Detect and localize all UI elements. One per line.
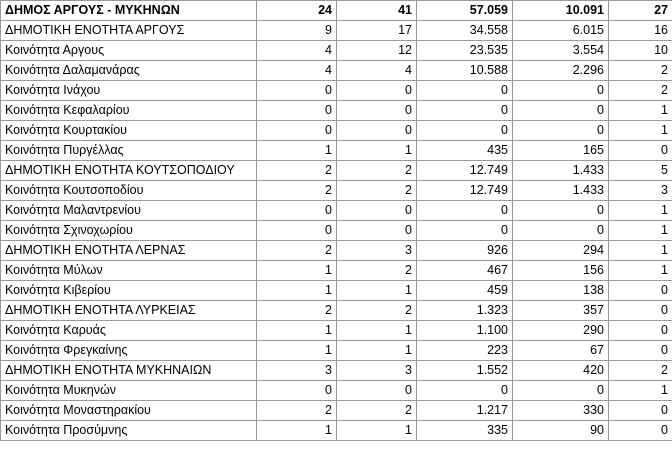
table-cell-name: Κοινότητα Προσύμνης xyxy=(1,421,257,441)
table-cell-value: 0 xyxy=(609,321,672,341)
table-cell-value: 3 xyxy=(337,241,417,261)
table-row xyxy=(1,381,672,401)
table-cell-value: 1 xyxy=(609,261,672,281)
table-cell-value: 2 xyxy=(257,181,337,201)
table-cell-name: Κοινότητα Κουτσοποδίου xyxy=(1,181,257,201)
table-cell-value: 10.588 xyxy=(417,61,513,81)
table-row xyxy=(1,201,672,221)
table-header-row xyxy=(1,1,672,21)
table-cell-name: ΔΗΜΟΤΙΚΗ ΕΝΟΤΗΤΑ ΜΥΚΗΝΑΙΩΝ xyxy=(1,361,257,381)
table-row xyxy=(1,161,672,181)
table-cell-value: 435 xyxy=(417,141,513,161)
table-cell-value: 290 xyxy=(513,321,609,341)
table-body xyxy=(1,1,672,441)
table-cell-name: Κοινότητα Πυργέλλας xyxy=(1,141,257,161)
table-cell-value: 223 xyxy=(417,341,513,361)
table-cell-value: 294 xyxy=(513,241,609,261)
table-row xyxy=(1,401,672,421)
table-cell-value: 0 xyxy=(513,81,609,101)
table-cell-value: 2 xyxy=(257,301,337,321)
table-cell-value: 4 xyxy=(257,61,337,81)
table-cell-value: 1 xyxy=(337,341,417,361)
table-cell-value: 4 xyxy=(337,61,417,81)
table-cell-value: 0 xyxy=(337,81,417,101)
table-cell-value: 0 xyxy=(609,281,672,301)
table-row xyxy=(1,341,672,361)
table-row xyxy=(1,301,672,321)
header-cell-name: ΔΗΜΟΣ ΑΡΓΟΥΣ - ΜΥΚΗΝΩΝ xyxy=(1,1,257,21)
table-cell-value: 1 xyxy=(257,421,337,441)
table-cell-value: 1 xyxy=(257,281,337,301)
table-cell-value: 23.535 xyxy=(417,41,513,61)
table-cell-value: 6.015 xyxy=(513,21,609,41)
table-cell-value: 1 xyxy=(609,381,672,401)
table-row xyxy=(1,361,672,381)
table-cell-name: Κοινότητα Μύλων xyxy=(1,261,257,281)
table-cell-value: 156 xyxy=(513,261,609,281)
table-cell-value: 0 xyxy=(257,81,337,101)
table-cell-value: 2 xyxy=(337,181,417,201)
table-cell-value: 0 xyxy=(609,421,672,441)
table-cell-value: 357 xyxy=(513,301,609,321)
table-cell-value: 1 xyxy=(257,261,337,281)
table-cell-value: 10 xyxy=(609,41,672,61)
header-cell-value: 10.091 xyxy=(513,1,609,21)
table-cell-value: 1.323 xyxy=(417,301,513,321)
table-cell-value: 1.100 xyxy=(417,321,513,341)
table-cell-value: 90 xyxy=(513,421,609,441)
table-cell-name: ΔΗΜΟΤΙΚΗ ΕΝΟΤΗΤΑ ΚΟΥΤΣΟΠΟΔΙΟΥ xyxy=(1,161,257,181)
table-cell-value: 1 xyxy=(257,321,337,341)
table-cell-value: 0 xyxy=(609,301,672,321)
table-cell-value: 3.554 xyxy=(513,41,609,61)
table-cell-value: 0 xyxy=(337,221,417,241)
table-cell-value: 2 xyxy=(609,61,672,81)
table-row xyxy=(1,241,672,261)
table-cell-value: 0 xyxy=(417,221,513,241)
table-cell-value: 0 xyxy=(257,101,337,121)
table-cell-name: Κοινότητα Μυκηνών xyxy=(1,381,257,401)
table-cell-name: Κοινότητα Μαλαντρενίου xyxy=(1,201,257,221)
table-cell-value: 1 xyxy=(337,281,417,301)
table-cell-value: 17 xyxy=(337,21,417,41)
table-cell-value: 0 xyxy=(337,121,417,141)
table-cell-value: 1 xyxy=(609,121,672,141)
table-cell-value: 335 xyxy=(417,421,513,441)
table-cell-name: Κοινότητα Σχινοχωρίου xyxy=(1,221,257,241)
header-cell-value: 41 xyxy=(337,1,417,21)
table-cell-value: 2 xyxy=(257,161,337,181)
table-cell-value: 3 xyxy=(337,361,417,381)
table-cell-value: 1 xyxy=(257,141,337,161)
table-cell-value: 0 xyxy=(513,121,609,141)
table-row xyxy=(1,421,672,441)
header-cell-value: 57.059 xyxy=(417,1,513,21)
table-row xyxy=(1,221,672,241)
table-cell-value: 0 xyxy=(417,81,513,101)
table-row xyxy=(1,101,672,121)
table-cell-value: 1.217 xyxy=(417,401,513,421)
table-cell-name: Κοινότητα Ινάχου xyxy=(1,81,257,101)
table-row xyxy=(1,81,672,101)
table-cell-value: 1.433 xyxy=(513,161,609,181)
table-cell-value: 2 xyxy=(337,161,417,181)
table-cell-value: 0 xyxy=(337,201,417,221)
table-row xyxy=(1,121,672,141)
table-row xyxy=(1,281,672,301)
table-cell-value: 1.552 xyxy=(417,361,513,381)
table-cell-value: 0 xyxy=(337,381,417,401)
table-cell-value: 0 xyxy=(609,401,672,421)
table-cell-value: 1.433 xyxy=(513,181,609,201)
table-cell-value: 67 xyxy=(513,341,609,361)
table-cell-name: ΔΗΜΟΤΙΚΗ ΕΝΟΤΗΤΑ ΑΡΓΟΥΣ xyxy=(1,21,257,41)
table-cell-value: 0 xyxy=(417,201,513,221)
table-cell-value: 5 xyxy=(609,161,672,181)
table-cell-value: 0 xyxy=(417,121,513,141)
table-cell-value: 3 xyxy=(257,361,337,381)
table-cell-value: 0 xyxy=(337,101,417,121)
table-cell-value: 2 xyxy=(337,261,417,281)
table-cell-value: 34.558 xyxy=(417,21,513,41)
table-cell-value: 1 xyxy=(609,101,672,121)
table-cell-value: 1 xyxy=(609,221,672,241)
table-cell-value: 467 xyxy=(417,261,513,281)
table-cell-value: 1 xyxy=(609,201,672,221)
table-cell-value: 1 xyxy=(337,321,417,341)
table-cell-value: 12.749 xyxy=(417,161,513,181)
table-cell-value: 2 xyxy=(609,361,672,381)
table-cell-value: 330 xyxy=(513,401,609,421)
table-cell-value: 0 xyxy=(257,221,337,241)
table-cell-value: 165 xyxy=(513,141,609,161)
table-cell-value: 9 xyxy=(257,21,337,41)
table-cell-name: Κοινότητα Αργους xyxy=(1,41,257,61)
table-cell-value: 926 xyxy=(417,241,513,261)
table-cell-value: 138 xyxy=(513,281,609,301)
table-cell-value: 0 xyxy=(609,341,672,361)
table-cell-value: 4 xyxy=(257,41,337,61)
table-row xyxy=(1,321,672,341)
table-cell-name: Κοινότητα Κιβερίου xyxy=(1,281,257,301)
table-cell-value: 0 xyxy=(257,381,337,401)
table-cell-value: 2 xyxy=(257,241,337,261)
table-row xyxy=(1,41,672,61)
table-cell-name: Κοινότητα Κεφαλαρίου xyxy=(1,101,257,121)
table-row xyxy=(1,21,672,41)
header-cell-value: 27 xyxy=(609,1,672,21)
table-cell-value: 0 xyxy=(417,101,513,121)
table-cell-name: Κοινότητα Κουρτακίου xyxy=(1,121,257,141)
table-cell-value: 1 xyxy=(257,341,337,361)
table-cell-name: ΔΗΜΟΤΙΚΗ ΕΝΟΤΗΤΑ ΛΕΡΝΑΣ xyxy=(1,241,257,261)
table-cell-value: 0 xyxy=(257,121,337,141)
table-cell-name: Κοινότητα Καρυάς xyxy=(1,321,257,341)
table-cell-name: ΔΗΜΟΤΙΚΗ ΕΝΟΤΗΤΑ ΛΥΡΚΕΙΑΣ xyxy=(1,301,257,321)
table-cell-value: 2.296 xyxy=(513,61,609,81)
table-cell-value: 0 xyxy=(513,101,609,121)
table-cell-value: 0 xyxy=(257,201,337,221)
table-cell-value: 2 xyxy=(257,401,337,421)
table-cell-value: 1 xyxy=(609,241,672,261)
table-cell-value: 459 xyxy=(417,281,513,301)
table-row xyxy=(1,141,672,161)
table-cell-value: 2 xyxy=(337,401,417,421)
table-cell-value: 16 xyxy=(609,21,672,41)
table-cell-value: 420 xyxy=(513,361,609,381)
table-row xyxy=(1,61,672,81)
table-cell-value: 12 xyxy=(337,41,417,61)
table-cell-value: 2 xyxy=(609,81,672,101)
header-cell-value: 24 xyxy=(257,1,337,21)
table-cell-value: 0 xyxy=(609,141,672,161)
table-cell-name: Κοινότητα Φρεγκαίνης xyxy=(1,341,257,361)
table-cell-name: Κοινότητα Δαλαμανάρας xyxy=(1,61,257,81)
table-cell-value: 1 xyxy=(337,141,417,161)
table-cell-value: 0 xyxy=(513,221,609,241)
table-cell-value: 0 xyxy=(513,381,609,401)
table-cell-value: 2 xyxy=(337,301,417,321)
table-cell-value: 1 xyxy=(337,421,417,441)
table-cell-value: 0 xyxy=(417,381,513,401)
table-row xyxy=(1,181,672,201)
table-row xyxy=(1,261,672,281)
table-cell-value: 3 xyxy=(609,181,672,201)
table-cell-value: 12.749 xyxy=(417,181,513,201)
table-cell-name: Κοινότητα Μοναστηρακίου xyxy=(1,401,257,421)
table-cell-value: 0 xyxy=(513,201,609,221)
